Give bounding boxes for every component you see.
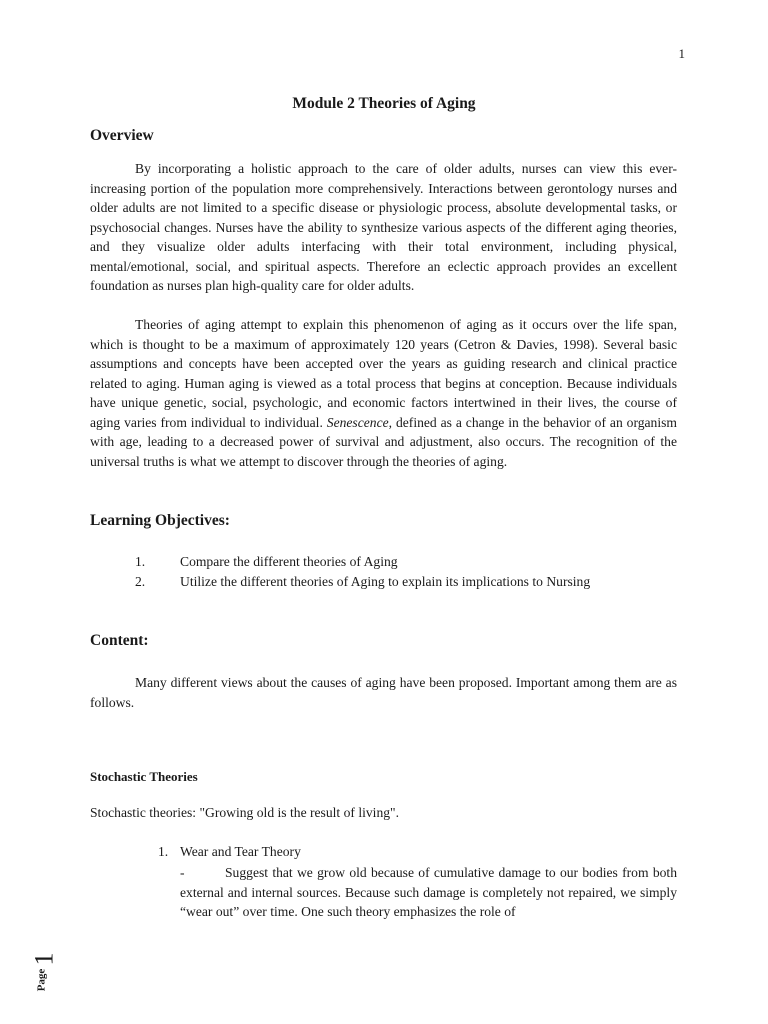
footer-page-marker [29,944,59,1004]
overview-paragraph-2-text-b: , defined as a change in the behavior of an organism with age, leading to a decreased power of survival and adjustment, also occurs. The recognition of the universal truths is what we attempt to discover through the theories of aging. [90,414,677,469]
overview-paragraph-1 [90,159,677,296]
theory-1-dash: - [180,865,185,880]
overview-paragraph-1-text: By incorporating a holistic approach to the care of older adults, nurses can view this ever-increasing portion of the population more comprehensively. Interactions between gerontology nurses and older adults are not limited to a specific disease or physiologic process, absolute developmental tasks, or psychosocial changes. Nurses have the ability to synthesize various aspects of the different aging theories, and they visualize older adults interfacing with their total environment, including physical, mental/emotional, social, and spiritual aspects. Therefore an eclectic approach provides an excellent foundation as nurses plan high-quality care for older adults. [90,161,677,293]
stochastic-definition: Stochastic theories: "Growing old is the result of living". [90,805,399,820]
theory-1-number: 1. [158,844,169,859]
senescence-term: Senescence [326,414,389,430]
list-item-number: 2. [135,574,146,589]
overview-paragraph-2 [90,315,677,471]
content-heading: Content: [90,632,149,649]
theory-1-body [180,863,677,922]
list-item [135,552,590,572]
theory-1-title [158,844,301,860]
page-title: Module 2 Theories of Aging [292,95,476,112]
overview-heading: Overview [90,127,154,144]
theory-1-body-text: Suggest that we grow old because of cumulative damage to our bodies from both external and internal sources. Because such damage is completely not repaired, we simply “wear out” over time. One such theory emphasizes the role of [180,865,677,919]
list-item-text: Utilize the different theories of Aging to explain its implications to Nursing [180,574,591,589]
page-number: 1 [678,46,685,61]
objectives-heading: Learning Objectives: [90,512,230,529]
overview-paragraph-2-text-a: Theories of aging attempt to explain this phenomenon of aging as it occurs over the life span, which is thought to be a maximum of approximately 120 years (Cetron & Davies, 1998). Several basic assumptions and concepts have been accepted over the years as guiding research and clinical practice related to aging. Human aging is viewed as a total process that begins at conception. Because individuals have unique genetic, social, psychologic, and economic factors intertwined in their lives, the course of aging varies from individual to individual. [90,317,677,430]
list-item-number: 1. [135,554,146,569]
stochastic-heading: Stochastic Theories [90,769,198,784]
list-item [135,572,590,592]
content-paragraph [90,673,677,712]
objectives-list [135,552,590,592]
footer-page-number: 1 [29,952,59,966]
list-item-text: Compare the different theories of Aging [180,554,398,569]
content-paragraph-text: Many different views about the causes of aging have been proposed. Important among them are as follows. [90,675,677,710]
footer-page-word: Page [35,968,48,992]
theory-1-title-text: Wear and Tear Theory [180,844,301,859]
